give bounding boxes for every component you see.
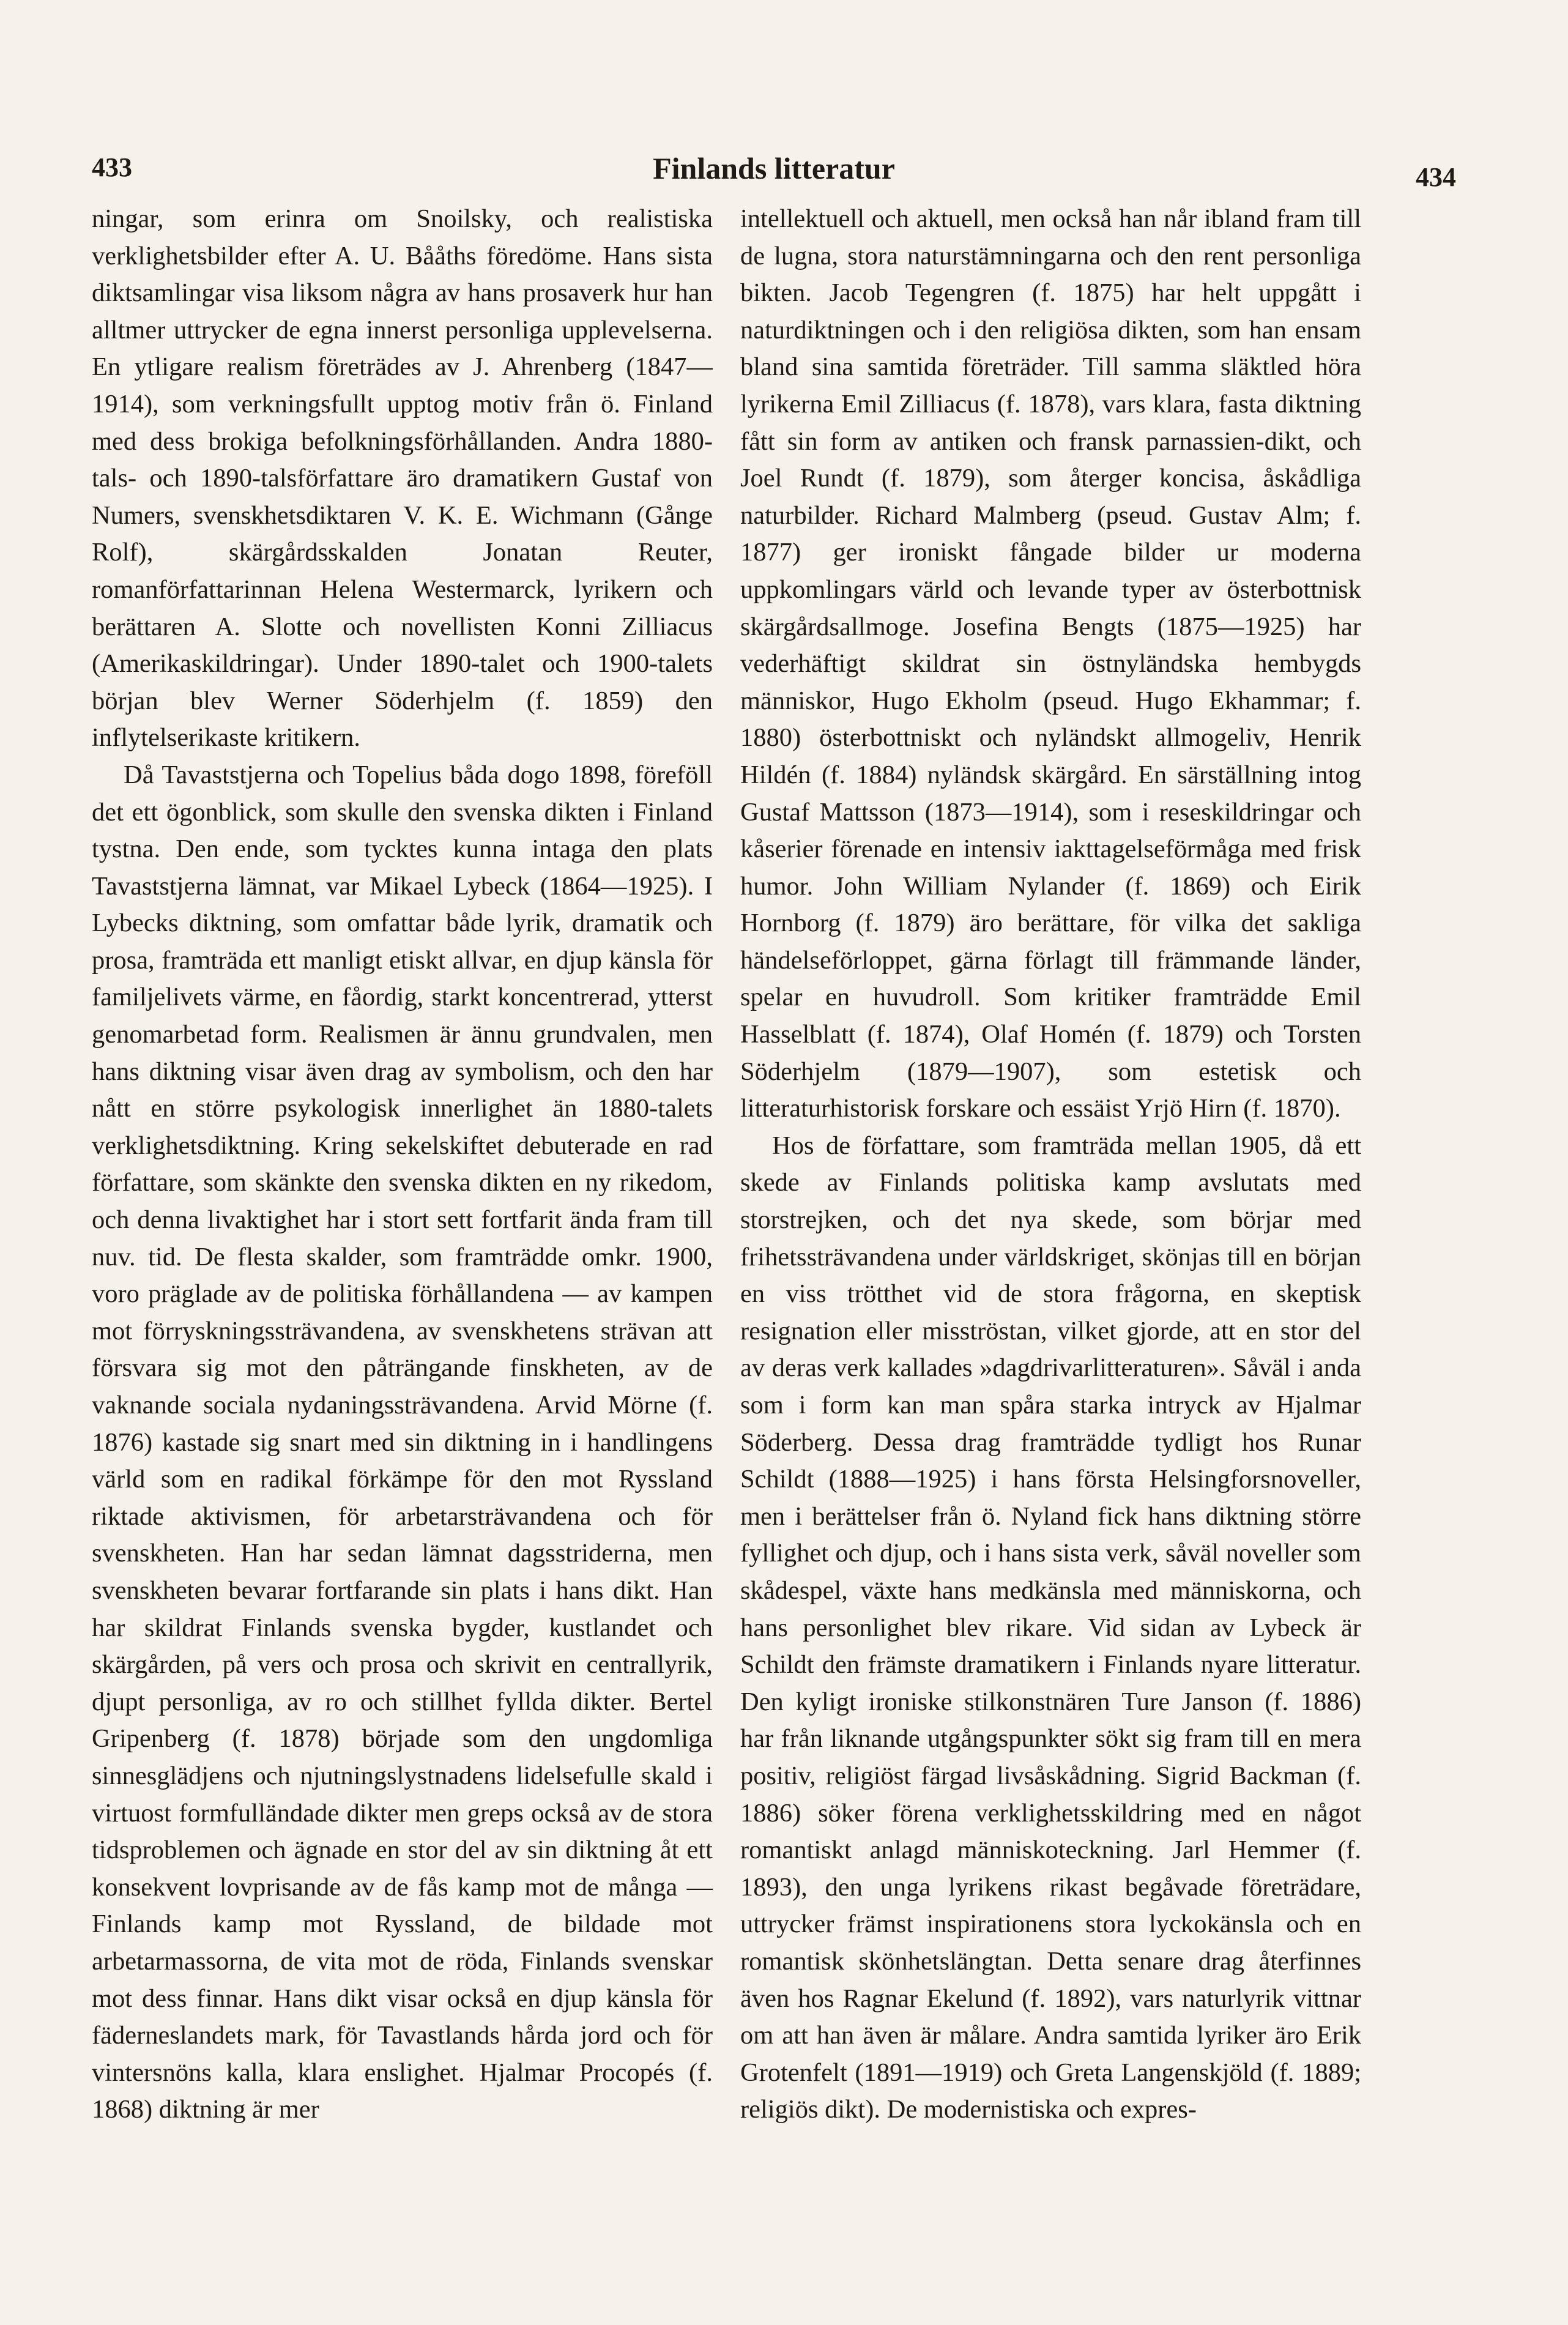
paragraph: Hos de författare, som framträda mellan 1905, då ett skede av Finlands politiska kamp avslutats med storstrejken, och det nya skede, som börjar med frihetssträvandena under världskriget, skönjas till en början en viss trötthet vid de stora frågorna, en skeptisk resignation eller misströstan, vilket gjorde, att en stor del av deras verk kallades »dagdrivarlitteraturen». Såväl i anda som i form kan man spåra starka intryck av Hjalmar Söderberg. Dessa drag framträdde tydligt hos Runar Schildt (1888—1925) i hans första Helsingforsnoveller, men i berättelser från ö. Nyland fick hans diktning större fyllighet och djup, och i hans sista verk, såväl noveller som skådespel, växte hans medkänsla med människorna, och hans personlighet blev rikare. Vid sidan av Lybeck är Schildt den främste dramatikern i Finlands nyare litteratur. Den kyligt ironiske stilkonstnären Ture Janson (f. 1886) har från liknande utgångspunkter sökt sig fram till en mera positiv, religiöst färgad livsåskådning. Sigrid Backman (f. 1886) söker förena verklighetsskildring med en något romantiskt anlagd människoteckning. Jarl Hemmer (f. 1893), den unga lyrikens rikast begåvade företrädare, uttrycker främst inspirationens stora lyckokänsla och en romantisk skönhetslängtan. Detta senare drag återfinnes även hos Ragnar Ekelund (f. 1892), vars naturlyrik vittnar om att han även är målare. Andra samtida lyriker äro Erik Grotenfelt (1891—1919) och Greta Langenskjöld (f. 1889; religiös dikt). De modernistiska och expres- (740, 1131, 1361, 2124)
page-header (92, 146, 1456, 192)
paragraph: ningar, som erinra om Snoilsky, och realistiska verklighetsbilder efter A. U. Bååths föredöme. Hans sista diktsamlingar visa liksom några av hans prosaverk hur han alltmer uttrycker de egna innerst personliga upplevelserna. En ytligare realism företrädes av J. Ahrenberg (1847—1914), som verkningsfullt upptog motiv från ö. Finland med dess brokiga befolkningsförhållanden. Andra 1880-tals- och 1890-talsförfattare äro dramatikern Gustaf von Numers, svenskhetsdiktaren V. K. E. Wichmann (Gånge Rolf), skärgårdsskalden Jonatan Reuter, romanförfattarinnan Helena Westermarck, lyrikern och berättaren A. Slotte och novellisten Konni Zilliacus (Amerikaskildringar). Under 1890-talet och 1900-talets början blev Werner Söderhjelm (f. 1859) den inflytelserikaste kritikern. (92, 204, 713, 753)
left-column (92, 201, 713, 2146)
page-number-left: 433 (92, 152, 132, 182)
paragraph: Då Tavaststjerna och Topelius båda dogo 1898, föreföll det ett ögonblick, som skulle den svenska dikten i Finland tystna. Den ende, som tycktes kunna intaga den plats Tavaststjerna lämnat, var Mikael Lybeck (1864—1925). I Lybecks diktning, som omfattar både lyrik, dramatik och prosa, framträda ett manligt etiskt allvar, en djup känsla för familjelivets värme, en fåordig, starkt koncentrerad, ytterst genomarbetad form. Realismen är ännu grundvalen, men hans diktning visar även drag av symbolism, och den har nått en större psykologisk innerlighet än 1880-talets verklighetsdiktning. Kring sekelskiftet debuterade en rad författare, som skänkte den svenska dikten en ny rikedom, och denna livaktighet har i stort sett fortfarit ända fram till nuv. tid. De flesta skalder, som framträdde omkr. 1900, voro präglade av de politiska förhållandena — av kampen mot förryskningssträvandena, av svenskhetens strävan att försvara sig mot den påträngande finskheten, av de vaknande sociala nydaningssträvandena. Arvid Mörne (f. 1876) kastade sig snart med sin diktning in i handlingens värld som en radikal förkämpe för den mot Ryssland riktade aktivismen, för arbetarsträvandena och för svenskheten. Han har sedan lämnat dagsstriderna, men svenskheten bevarar fortfarande sin plats i hans dikt. Han har skildrat Finlands svenska bygder, kustlandet och skärgården, på vers och prosa och skrivit en centrallyrik, djupt personliga, av ro och stillhet fyllda dikter. Bertel Gripenberg (f. 1878) började som den ungdomliga sinnesglädjens och njutningslystnadens lidelsefulle skald i virtuost formfulländade dikter men greps också av de stora tidsproblemen och ägnade en stor del av sin diktning åt ett konsekvent lovprisande av de fås kamp mot de många — Finlands kamp mot Ryssland, de bildade mot arbetarmassorna, de vita mot de röda, Finlands svenskar mot dess finnar. Hans dikt visar också en djup känsla för fäderneslandets mark, för Tavastlands hårda jord och för vintersnöns kalla, klara enslighet. Hjalmar Procopés (f. 1868) diktning är mer (92, 760, 713, 2124)
running-head: Finlands litteratur (653, 151, 895, 185)
right-column (740, 201, 1361, 2146)
page-number-right: 434 (1416, 162, 1456, 192)
paragraph: intellektuell och aktuell, men också han når ibland fram till de lugna, stora naturstämningarna och den rent personliga bikten. Jacob Tegengren (f. 1875) har helt uppgått i naturdiktningen och i den religiösa dikten, som han ensam bland sina samtida företräder. Till samma släktled höra lyrikerna Emil Zilliacus (f. 1878), vars klara, fasta diktning fått sin form av antiken och fransk parnassien-dikt, och Joel Rundt (f. 1879), som återger koncisa, åskådliga naturbilder. Richard Malmberg (pseud. Gustav Alm; f. 1877) ger ironiskt fångade bilder ur moderna uppkomlingars värld och levande typer av österbottnisk skärgårdsallmoge. Josefina Bengts (1875—1925) har vederhäftigt skildrat sin östnyländska hembygds människor, Hugo Ekholm (pseud. Hugo Ekhammar; f. 1880) österbottniskt och nyländskt allmogeliv, Henrik Hildén (f. 1884) nyländsk skärgård. En särställning intog Gustaf Mattsson (1873—1914), som i reseskildringar och kåserier förenade en intensiv iakttagelseförmåga med frisk humor. John William Nylander (f. 1869) och Eirik Hornborg (f. 1879) äro berättare, för vilka det sakliga händelseförloppet, gärna förlagt till främmande länder, spelar en huvudroll. Som kritiker framträdde Emil Hasselblatt (f. 1874), Olaf Homén (f. 1879) och Torsten Söderhjelm (1879—1907), som estetisk och litteraturhistorisk forskare och essäist Yrjö Hirn (f. 1870). (740, 204, 1361, 1123)
